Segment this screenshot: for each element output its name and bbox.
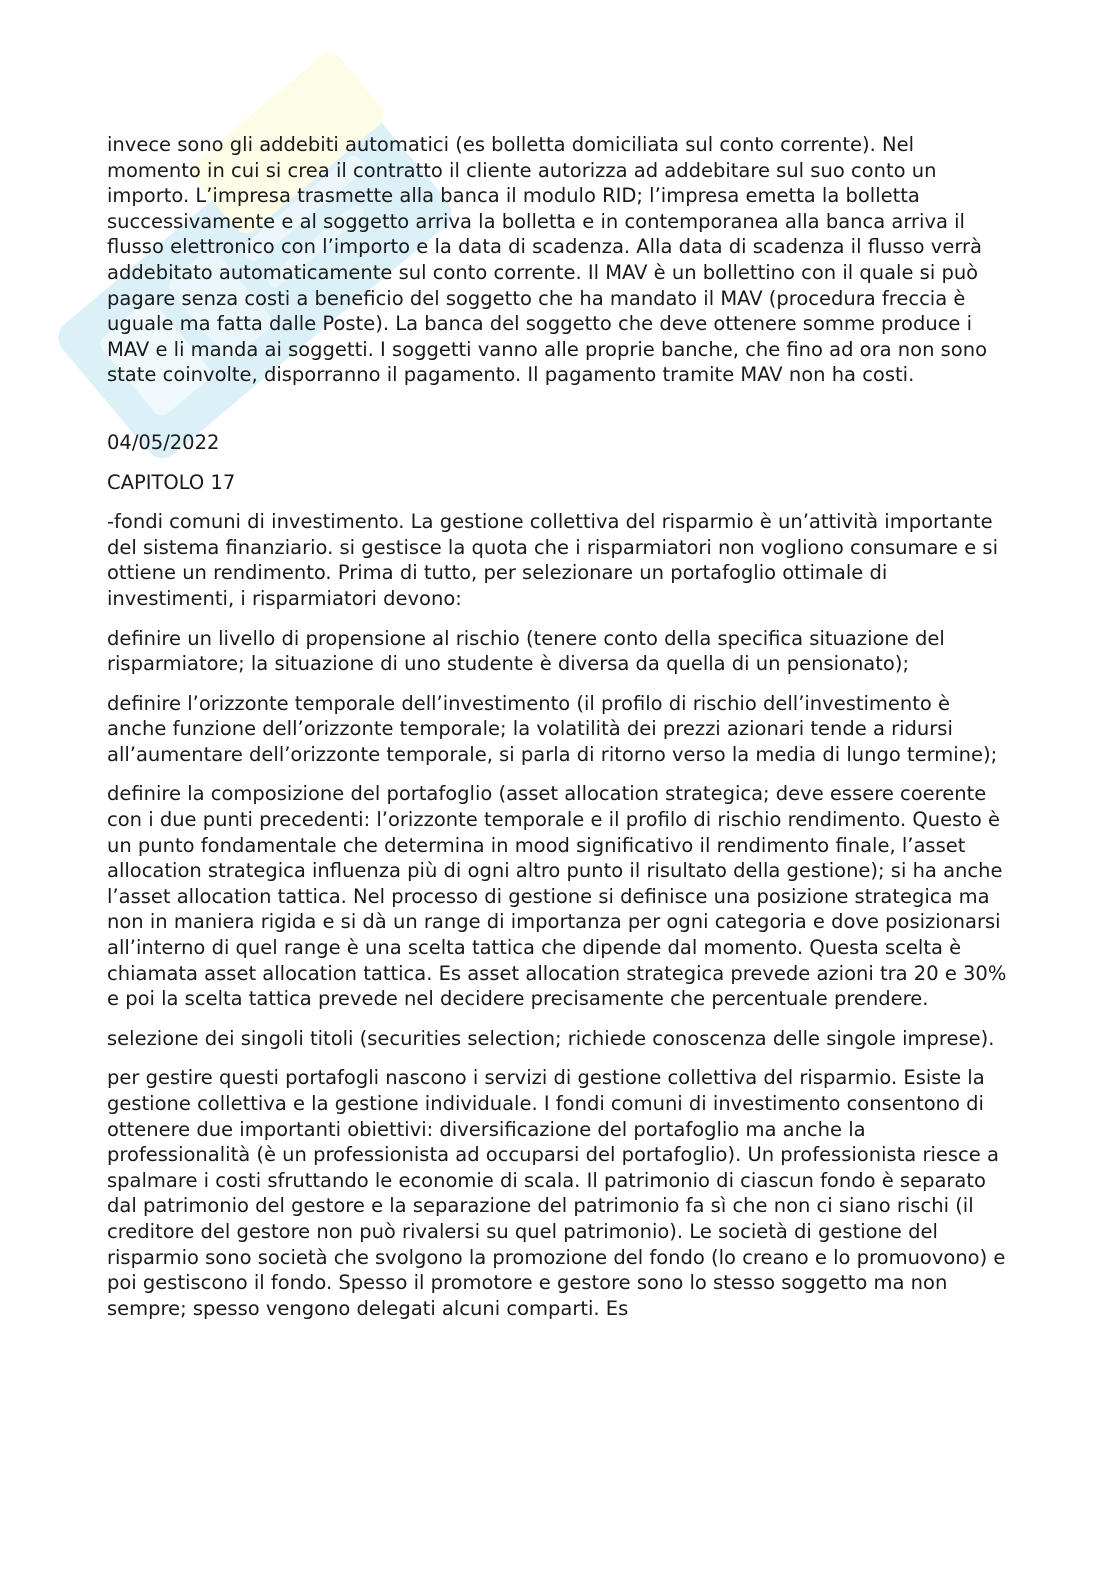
lecture-date: 04/05/2022 [107, 430, 220, 454]
paragraph-composizione-portafoglio: definire la composizione del portafoglio (asset allocation strategica; deve essere coerente con i due punti precedenti: l’orizzonte temporale e il profilo di rischio rendimento. Questo è un punto fondamentale che determina in mood significativo il rendimento finale, l’asset allocation strategica influenza più di ogni altro punto il risultato della gestione); si ha anche l’asset allocation tattica. Nel processo di gestione si definisce una posizione strategica ma non in maniera rigida e si dà un range di importanza per ogni categoria e dove posizionarsi all’interno di quel range è una scelta tattica che dipende dal momento. Questa scelta è chiamata asset allocation tattica. Es asset allocation strategica prevede azioni tra 20 e 30% e poi la scelta tattica prevede nel decidere precisamente che percentuale prendere. [107, 782, 1007, 1011]
paragraph-intro: invece sono gli addebiti automatici (es bolletta domiciliata sul conto corrente). Nel momento in cui si crea il contratto il cliente autorizza ad addebitare sul suo conto un importo. L’impresa trasmette alla banca il modulo RID; l’impresa emetta la bolletta successivamente e al soggetto arriva la bolletta e in contemporanea alla banca arriva il flusso elettronico con l’importo e la data di scadenza. Alla data di scadenza il flusso verrà addebitato automaticamente sul conto corrente. Il MAV è un bollettino con il quale si può pagare senza costi a beneficio del soggetto che ha mandato il MAV (procedura freccia è uguale ma fatta dalle Poste). La banca del soggetto che deve ottenere somme produce i MAV e li manda ai soggetti. I soggetti vanno alle proprie banche, che fino ad ora non sono state coinvolte, disporranno il pagamento. Il pagamento tramite MAV non ha costi. [107, 133, 988, 387]
paragraph-fondi-comuni: -fondi comuni di investimento. La gestione collettiva del risparmio è un’attività importante del sistema finanziario. si gestisce la quota che i risparmiatori non vogliono consumare e si ottiene un rendimento. Prima di tutto, per selezionare un portafoglio ottimale di investimenti, i risparmiatori devono: [107, 510, 999, 610]
document-body [107, 132, 1007, 1335]
chapter-heading: CAPITOLO 17 [107, 470, 236, 494]
paragraph-orizzonte-temporale: definire l’orizzonte temporale dell’investimento (il profilo di rischio dell’investimento è anche funzione dell’orizzonte temporale; la volatilità dei prezzi azionari tende a ridursi all’aumentare dell’orizzonte temporale, si parla di ritorno verso la media di lungo termine); [107, 691, 998, 766]
paragraph-propensione-rischio: definire un livello di propensione al rischio (tenere conto della specifica situazione del risparmiatore; la situazione di uno studente è diversa da quella di un pensionato); [107, 626, 945, 676]
paragraph-selezione-titoli: selezione dei singoli titoli (securities selection; richiede conoscenza delle singole imprese). [107, 1026, 995, 1050]
paragraph-gestione-collettiva: per gestire questi portafogli nascono i servizi di gestione collettiva del risparmio. Esiste la gestione collettiva e la gestione individuale. I fondi comuni di investimento consentono di ottenere due importanti obiettivi: diversificazione del portafoglio ma anche la professionalità (è un professionista ad occuparsi del portafoglio). Un professionista riesce a spalmare i costi sfruttando le economie di scala. Il patrimonio di ciascun fondo è separato dal patrimonio del gestore e la separazione del patrimonio fa sì che non ci siano rischi (il creditore del gestore non può rivalersi su quel patrimonio). Le società di gestione del risparmio sono società che svolgono la promozione del fondo (lo creano e lo promuovono) e poi gestiscono il fondo. Spesso il promotore e gestore sono lo stesso soggetto ma non sempre; spesso vengono delegati alcuni comparti. Es [107, 1066, 1006, 1320]
